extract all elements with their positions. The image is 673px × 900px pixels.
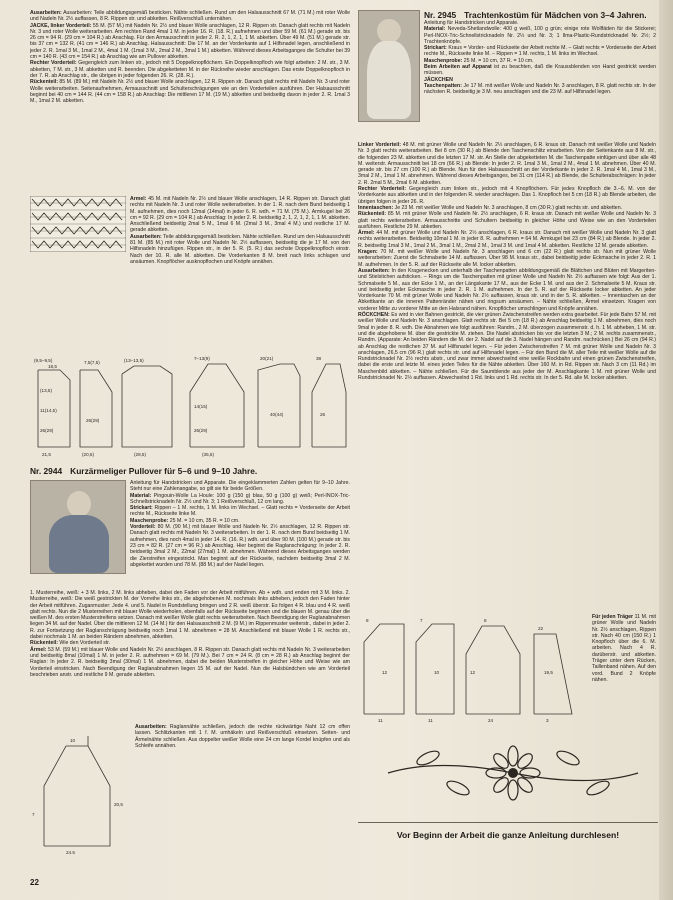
strap-instructions: Für jeden Träger 11 M. mit grüner Wolle und Nadeln Nr. 2½ anschlagen, Rippen str. Nach 40 cm (150 R.) 1 Knopfloch über die 6. M. arbeiten. Nach 4 R. darüberstr. und abketten. Träger unter dem Rücken, Taillenband nähen. Auf den vord. Bund 2 Knöpfe nähen. bbox=[592, 614, 656, 683]
article-2944-intro: Anleitung für Handstricken und Apparate. Die eingeklammerten Zahlen gelten für 9–10 Jahre. Steht nur eine Zahlenangabe, so gilt sie für beide Größen. Material: Pingouin-Wolle La Houle: 100 g (150 g) blau, 50 g (100 g) weiß; Perl-INOX-Tric-Schnellstricknadeln Nr. 2½ und Nr. 3; 1 Reißverschluß, 12 cm lang. Strickart: Rippen – 1 M. rechts, 1 M. links im Wechsel. – Glatt rechts = Vorderseite der Arbeit rechte M., Rückseite linke M. Maschenprobe: 25 M. = 10 cm, 35 R. = 10 cm. Vorderteil: 80 M. (90 M.) mit blauer Wolle und Nadeln Nr. 2½ anschlagen, 12 R. Rippen str. Danach glatt rechts mit Nadeln Nr. 3 weiterarbeiten. In der 1. R. nach dem Bund beidseitig 1 M. aufnehmen, dies noch 4mal in jeder 14. R. (16. R.) wdh. und über 90 M. (100 M.) gerade str. bis 23 cm = 82 R. (27 cm = 96 R.) ab Anschlag. Hier beginnt die Raglanschrägung: In jeder 2. R. beidseitig 3mal 2 M., 22mal (27mal) 1 M. abnehmen. Während dieses Arbeitsganges werden die Zierstreifen eingestrickt. Man beginnt auf der Rückseite, nachdem beidseitig 3mal 2 M. abgekettet wurden und 78 M. (88 M.) auf der Nadel liegen. bbox=[130, 480, 350, 568]
finishing-text: Raglannähte schließen, jedoch die rechte rückwärtige Naht 12 cm offen lassen. Schlitzkanten mit 1 f. M. umhäkeln und Reißverschluß einsetzen. Seiten- und Ärmelnähte schließen. Aus doppelter weißer Wolle eine 24 cm lange Kordel knüpfen und als Schleife annähen. bbox=[135, 724, 350, 749]
dim-label: 7 bbox=[420, 618, 423, 623]
closing-note: Vor Beginn der Arbeit die ganze Anleitung durchlesen! bbox=[396, 830, 620, 840]
inner-pocket-text: Je 23 M. mit weißer Wolle und Nadeln Nr. 3 anschlagen, 8 cm (30 R.) glatt rechts str. und abketten. bbox=[394, 204, 623, 211]
skirt-text: Es wird in vier Bahnen gestrickt, die vier grünen Zwischenstreifen werden extra gearbeitet. Für jede Bahn 57 M. mit weißer Wolle und Nadeln Nr. 3 anschlagen. Glatt rechts str. Bei 5 cm (18 R.) ab Anschlag beidseitig 1 M. abnehmen, dies noch 9mal in jeder 8. R. wdh. Die Abnahmen wie folgt ausführen: Randm., 2 M. überzogen zusammenstr. d. h. 1 M. abheben, 1 M. str. und die abgehobene M. über die gestrickte M. ziehen. Die Nadel abstricken bis vor die letzten 3 M.; 2 M. rechts zusammenstr., Randm. (Apparate: An beiden Rändern die M. der 2. Nadel auf die 3. Nadel hängen und Randm. nachrücken.) Bei 26 cm (94 R.) ab Anschlag die restlichen 37 M. auf Hilfsnadel legen. – Für jeden Zwischenstreifen 7 M. mit grüner Wolle und Nadeln Nr. 3 anschlagen, 26,5 cm (96 R.) glatt rechts str. und auf Hilfsnadel legen. – Für den Bund die M. aller Teile mit weißer Wolle auf die Rundstricknadel Nr. 2½ rechts abstr., und zwar immer abwechselnd eine weiße Rockbahn und einen grünen Zwischenstreifen, dabei die erste und letzte M. eines jeden Teiles für die Nähte abketten. Über 160 M. in Rd. Rippen str. Nach 3 cm (11 Rd.) im Maschenbild abketten. – Nähte schließen. Für die Saumblende aus jeder der M. Anschlagkante 1 M. mit grüner Wolle und Rundstricknadel Nr. 2½ auffassen. Abwechselnd 1 Rd. links und 1 Rd. rechts str. In der 5. Rd. alle M. locker abketten. bbox=[358, 312, 656, 381]
dim-label: 11 bbox=[428, 718, 433, 723]
divider bbox=[358, 822, 658, 823]
material-text: Neveda-Shetlandwolle: 400 g weiß, 100 g grün; einige rote Wollfäden für die Stickerei; Perl-INOX-Tric-Schnellstricknadeln Nr. 2½ und Nr. 3; 1 Ilma-Plastic-Rundstricknadel Nr. 2½; 2 Trachtenknöpfe. bbox=[424, 26, 656, 45]
dim-label: 10 bbox=[70, 738, 76, 743]
article-number: Nr. 2945 bbox=[424, 10, 457, 20]
section-heading: JÄCKCHEN bbox=[424, 76, 453, 83]
jacket-left-front: JACKE, linker Vorderteil: 55 M. (57 M.) mit Nadeln Nr. 2½ und blauer Wolle anschlagen, 12 R. Rippen str. Danach glatt rechts mit Nadeln Nr. 3 und roter Wolle weiterarbeiten. Am rechten Rand 4mal 1 M. in jeder 16. R. (18. R.) aufnehmen und über 59 M. (61 M.) gerade str. bis 26 cm = 94 R. (29 cm = 104 R.) ab Anschlag. Für den Armausschnitt in jeder 2. R. 2, 1, 2, 1, 1 M. abketten. Über 49 M. (51 M.) gerade str. bis 37 cm = 132 R. (41 cm = 146 R.) ab Anschlag. Halsausschnitt: Die 17 M. an der Vorderkante auf 1 Hilfsnadel legen, anschließend in jeder 2. R. 1mal 3 M., 1mal 2 M., 4mal 1 M. (1mal 3 M., 2mal 2 M., 3mal 1 M.) abketten. Während dieses Arbeitsganges die Schulter bei 39 cm = 140 R. (43 cm = 154 R.) ab Anschlag wie am Pullover abketten. bbox=[30, 22, 350, 61]
jacket-sleeve-finish bbox=[130, 196, 350, 348]
dim-label: (35,5) bbox=[202, 452, 215, 457]
dim-label: 12 bbox=[382, 670, 388, 675]
pullover-garment bbox=[49, 515, 109, 573]
intro-text: Anleitung für Handstricken und Apparate. Die eingeklammerten Zahlen gelten für 9–10 Jahre. Steht nur eine Zahlenangabe, so gilt sie für beide Größen. bbox=[130, 480, 350, 493]
article-title: Kurzärmeliger Pullover für 5–6 und 9–10 Jahre. bbox=[70, 466, 258, 476]
pullover-schematic-bottom bbox=[30, 726, 130, 854]
article-2944-body: 1. Musterreihe, weiß: + 3 M. links, 2 M. links abheben, dabei den Faden vor der Arbeit mitführen. Ab + wdh. und enden mit 3 M. links. 2. Musterreihe, weiß: Die weiß gestrickten M. der Vorreihe links str., die abgehobenen M. nochmals links abheben, jedoch den Faden hinter der Arbeit mitführen. Zuganmuster: Jede 4. und 5. Nadel in Rundstellung bringen und 2 R. weiß überstr. Es folgen 4 R. blau und 4 R. weiß glatt rechts. Nun die 2 Musterreihen mit blauer Wolle wiederholen, ebenfalls auf der Rückseite beginnen und die blauen M. genau über die weißen M. des ersten Musterstreifens setzen. Danach mit weißer Wolle glatt rechts weiterarbeiten. Nach Beendigung der Raglanabnahmen liegen 34 M. auf der Nadel. Über die mittleren 12 M. (14 M.) für den Halsausschnitt 2 M. (9 M.) im Rippenmuster weiterstr., dabei in jeder 2. R. zur Fortsetzung der Raglanschrägung beidseitig noch 1mal 1 M. abnehmen = 28 M. Anschließend mit blauer Wolle 1 R. rechts str., dabei nochmals 1 M. an beiden Rändern abnehmen, abketten. Rückenteil: Wie den Vorderteil str. Ärmel: 53 M. (59 M.) mit blauer Wolle und Nadeln Nr. 2½ anschlagen, 8 R. Rippen str. Danach glatt rechts mit Nadeln Nr. 3 weiterarbeiten und beidseitig 8mal (10mal) 1 M. in jeder 2. R. aufnehmen = 69 M. (79 M.). Bei 7 cm = 24 R. (8 cm = 28 R.) ab Anschlag beginnt der Raglan: In jeder 2. R. beidseitig 3mal (30mal) 1 M. abnehmen, dabei die beiden Musterstreifen in gleicher Höhe und Weise wie am Vorderteil einstricken. Nach Beendigung der Raglanabnahmen liegen 15 M. auf der Nadel. Nun die Halsbündchen wie am Vorderteil beschrieben anstr. und restliche 9 M. gerade abketten. bbox=[30, 590, 350, 678]
costume-garment bbox=[367, 41, 411, 119]
dim-label: (13,5) bbox=[40, 388, 53, 393]
probe-text: 25 M. = 10 cm, 37 R. = 10 cm. bbox=[463, 57, 534, 64]
sleeve-text: 53 M. (59 M.) mit blauer Wolle und Nadeln Nr. 2½ anschlagen, 8 R. Rippen str. Danach glatt rechts mit Nadeln Nr. 3 weiterarbeiten und beidseitig 8mal (10mal) 1 M. in jeder 2. R. aufnehmen = 69 M. (79 M.). Bei 7 cm = 24 R. (8 cm = 28 R.) ab Anschlag beginnt der Raglan: In jeder 2. R. beidseitig 3mal (30mal) 1 M. abnehmen, dabei die beiden Musterstreifen in gleicher Höhe und Weise wie am Vorderteil einstricken. Nach Beendigung der Raglanabnahmen liegen 15 M. auf der Nadel. Nun die Halsbündchen wie am Vorderteil beschrieben anstr. und restliche 9 M. gerade abketten. bbox=[30, 646, 350, 678]
jacket-finishing: Ausarbeiten: Teile abbildungsgemäß besticken. Nähte schließen. Rund um den Halsausschnitt 81 M. (85 M.) mit roter Wolle und Nadeln Nr. 2½ auffassen, beidseitig die je 17 M. von den Hilfsnadeln hinzufügen. Rippen str., in der 5. R. (5. R.) das sechste Doppelknopfloch einstr. Nach der 10. R. alle M. abketten. Die Vorderkanten 8 M. breit nach links schlagen und ansäumen. Knopflöcher ausknopflochen und Knöpfe annähen. bbox=[130, 233, 350, 265]
strap-text: 11 M. mit grüner Wolle und Nadeln Nr. 2½ anschlagen, Rippen str. Nach 40 cm (150 R.) 1 Knopfloch über die 6. M. arbeiten. Nach 4 R. darüberstr. und abketten. Träger unter dem Rücken, Taillenband nähen. Auf den vord. Bund 2 Knöpfe nähen. bbox=[592, 614, 656, 683]
probe-text: 25 M. = 10 cm, 35 R. = 10 cm. bbox=[169, 517, 240, 524]
flower-embroidery-motif bbox=[378, 728, 648, 818]
material-text: Pingouin-Wolle La Houle: 100 g (150 g) blau, 50 g (100 g) weiß; Perl-INOX-Tric-Schnellstricknadeln Nr. 2½ und Nr. 3; 1 Reißverschluß, 12 cm lang. bbox=[130, 492, 350, 505]
dim-label: 21,5 bbox=[42, 452, 51, 457]
collar-text: 70 M. mit weißer Wolle und Nadeln Nr. 3 anschlagen und 6 cm (22 R.) glatt rechts str. Nun mit grüner Wolle weiterarbeiten: Zuerst die Schmalseite 14 M. auffassen. Über 98 M. kraus str., dabei beidseitig jeder Eckmasche in jeder 2. R. 1 M. aufnehmen. In der 5. R. auf der Rückseite alle M. locker abketten. bbox=[358, 249, 656, 268]
dim-label: 11(14,5) bbox=[40, 408, 57, 413]
stitch-pattern-chart bbox=[30, 196, 126, 252]
page-edge bbox=[659, 0, 673, 900]
machine-note: ist zu beachten, daß die Kraussblenden von Hand gestrickt werden müssen. bbox=[424, 64, 656, 77]
strickart-text: Kraus = Vorder- und Rückseite der Arbeit rechte M. – Glatt rechts = Vorderseite der Arbeit rechte M., Rückseite linke M. – Rippen = 1 M. rechts, 1 M. links im Wechsel. bbox=[424, 45, 656, 58]
page-number: 22 bbox=[30, 878, 39, 887]
finishing-text: In den Kragenecken und unterhalb der Taschenpatten abbildungsgemäß die Blättchen und Blüten mit Margeriten- und Stielstichen aufsticken. – Rings um die Taschenpatten mit grüner Wolle und Nadeln Nr. 2½ auffassen wie folgt: Aus der 1. Schmalseite 5 M., aus der Ecke 1 M., an der Längskante 17 M., aus der Ecke 1 M. und aus der 2. Schmalseite 5 M. Kraus str. und beidseitig jeder Eckmasche in jeder 2. R. 1 M. aufnehmen. In der 5. R. auf der Rückseite locker abketten. An jeder Vorderkante 70 M. mit grüner Wolle und Nadeln Nr. 2½ auffassen, kraus str. und in der 5. R. abketten. – Innentaschen an der Abkettkante an die inneren Pattenränder nähen und ringsum ansäumen. – Nähte schließen, Ärmel einsetzen. Kragen von vorderer Mitte zu vorderer Mitte an den Halsrand nähen. Knopflöcher umschlingen und Knöpfe annähen. bbox=[358, 267, 656, 312]
pattern-rows-text: 1. Musterreihe, weiß: + 3 M. links, 2 M. links abheben, dabei den Faden vor der Arbeit mitführen. Ab + wdh. und enden mit 3 M. links. 2. Musterreihe, weiß: Die weiß gestrickten M. der Vorreihe links str., die abgehobenen M. nochmals links abheben, jedoch den Faden hinter der Arbeit mitführen. Zuganmuster: Jede 4. und 5. Nadel in Rundstellung bringen und 2 R. weiß überstr. Es folgen 4 R. blau und 4 R. weiß glatt rechts. Nun die 2 Musterreihen mit blauer Wolle wiederholen, ebenfalls auf der Rückseite beginnen und die blauen M. genau über die weißen M. des ersten Musterstreifens setzen. Danach mit weißer Wolle glatt rechts weiterarbeiten. Nach Beendigung der Raglanabnahmen liegen 34 M. auf der Nadel. Über die mittleren 12 M. (14 M.) für den Halsausschnitt 2 M. (9 M.) im Rippenmuster weiterstr., dabei in jeder 2. R. zur Fortsetzung der Raglanschrägung beidseitig noch 1mal 1 M. abnehmen = 28 M. Anschließend mit blauer Wolle 1 R. rechts str., dabei nochmals 1 M. an beiden Rändern abnehmen, abketten. bbox=[30, 590, 350, 641]
dim-label: 7 bbox=[32, 812, 35, 817]
front-text: 80 M. (90 M.) mit blauer Wolle und Nadeln Nr. 2½ anschlagen, 12 R. Rippen str. Danach glatt rechts mit Nadeln Nr. 3 weiterarbeiten. In der 1. R. nach dem Bund beidseitig 1 M. aufnehmen, dies noch 4mal in jeder 14. R. (16. R.) wdh. und über 90 M. (100 M.) gerade str. bis 23 cm = 82 R. (27 cm = 96 R.) ab Anschlag. Hier beginnt die Raglanschrägung: In jeder 2. R. beidseitig 3mal 2 M., 22mal (27mal) 1 M. abnehmen. Während dieses Arbeitsganges werden die Zierstreifen eingestrickt. Man beginnt auf der Rückseite, nachdem beidseitig 3mal 2 M. abgekettet wurden und 78 M. (88 M.) auf der Nadel liegen. bbox=[130, 524, 350, 568]
photo-girl-costume bbox=[358, 10, 420, 122]
back-text: Wie den Vorderteil str. bbox=[59, 640, 111, 647]
intro-text: Anleitung für Handstricken und Apparate. bbox=[424, 20, 519, 26]
dim-label: 19,5 bbox=[544, 670, 553, 675]
child-head bbox=[67, 491, 91, 517]
dim-label: 24,5 bbox=[66, 850, 75, 854]
dim-label: 7,5(7,5) bbox=[84, 360, 100, 365]
dim-label: 12 bbox=[470, 670, 476, 675]
dim-label: (28,5) bbox=[134, 452, 147, 457]
strickart-text: Rippen – 1 M. rechts, 1 M. links im Wechsel. – Glatt rechts = Vorderseite der Arbeit rechte M., Rückseite linke M. bbox=[130, 505, 350, 518]
article-2945-intro: Nr. 2945 Trachtenkostüm für Mädchen von 3–4 Jahren. Anleitung für Handstricken und Apparate. Material: Neveda-Shetlandwolle: 400 g weiß, 100 g grün; einige rote Wollfäden für die Stickerei; Perl-INOX-Tric-Schnellstricknadeln Nr. 2½ und Nr. 3; 1 Ilma-Plastic-Rundstricknadel Nr. 2½; 2 Trachtenknöpfe. Strickart: Kraus = Vorder- und Rückseite der Arbeit rechte M. – Glatt rechts = Vorderseite der Arbeit rechte M., Rückseite linke M. – Rippen = 1 M. rechts, 1 M. links im Wechsel. Maschenprobe: 25 M. = 10 cm, 37 R. = 10 cm. Beim Arbeiten auf Apparat ist zu beachten, daß die Kraussblenden von Hand gestrickt werden müssen. JÄCKCHEN Taschenpatten: Je 17 M. mit weißer Wolle und Nadeln Nr. 3 anschlagen, 8 R. glatt rechts str. In der nächsten R. beidseitig je 3 M. neu anschlagen und die 23 M. auf Hilfsnadel legen. bbox=[424, 10, 656, 96]
back-text: 85 M. mit grüner Wolle und Nadeln Nr. 2½ anschlagen, 6 R. kraus str. Danach mit weißer Wolle und Nadeln Nr. 3 glatt rechts weiterarbeiten. Armausschnitte und Schultern beidseitig in gleicher Höhe und Weise wie an den Vorderteilen ausführen. Restliche 29 M. abketten. bbox=[358, 211, 656, 230]
photo-pullover-child bbox=[30, 480, 126, 574]
dim-label: 8 bbox=[484, 618, 487, 623]
dim-label: 20(21) bbox=[260, 356, 274, 361]
dim-label: 8 bbox=[366, 618, 369, 623]
dim-label: 26 bbox=[320, 412, 326, 417]
article-2944-heading bbox=[30, 466, 350, 478]
dim-label: 40(44) bbox=[270, 412, 284, 417]
dim-label: 26(29) bbox=[86, 418, 100, 423]
pullover-jacket-schematics bbox=[30, 352, 350, 464]
left-front-text: 48 M. mit grüner Wolle und Nadeln Nr. 2½ anschlagen, 6 R. kraus str. Danach mit weißer Wolle und Nadeln Nr. 3 glatt rechts weiterarbeiten. Bei 8 cm (30 R.) ab Blende den Taschenschlitz einarbeiten. Von der Seitenkante aus 8 M. str., die folgenden 23 M. abketten und die letzten 17 M. str. An Stelle der abgeketteten M. die Taschenpatte einfügen und über alle 48 M. weiterstr. Armausschnitt bei 18 cm (66 R.) ab Blende: In jeder 2. R. 1mal 3 M., 1mal 2 M., 4mal 1 M. abnehmen. Über 40 M. gerade str. bis 27 cm (100 R.) ab Blende. Nun für den Halsausschnitt an der Vorderkante in jeder 2. R. 1mal 4 M., 1mal 3 M., 3mal 2 M., 1mal 1 M. abnehmen. Während dieses Arbeitsganges, bei 31 cm (114 R.) ab Blende, die Schulterabschrägen: In jeder 2. R. 2mal 5 M., 2mal 6 M. abketten. bbox=[358, 142, 656, 186]
jacket-back: Rückenteil: 85 M. (89 M.) mit Nadeln Nr. 2½ und blauer Wolle anschlagen, 12 R. Rippen str. Danach glatt rechts mit Nadeln Nr. 3 und roter Wolle weiterarbeiten. Seitenaufnehmen, Armausschnitt und Schulterschrägungen wie an den Vorderteilen ausführen. Der Halsausschnitt beginnt bei 40 cm = 144 R. (44 cm = 158 R.) ab Anschlag: Die mittleren 17 M. (19 M.) abketten und beidseitig davon in jeder 2. R. 1mal 3 M., 1mal 2 M. abketten. bbox=[30, 79, 350, 105]
article-2945-body: Linker Vorderteil: 48 M. mit grüner Wolle und Nadeln Nr. 2½ anschlagen, 6 R. kraus str. Danach mit weißer Wolle und Nadeln Nr. 3 glatt rechts weiterarbeiten. Bei 8 cm (30 R.) ab Blende den Taschenschlitz einarbeiten. Von der Seitenkante aus 8 M. str., die folgenden 23 M. abketten und die letzten 17 M. str. An Stelle der abgeketteten M. die Taschenpatte einfügen und über alle 48 M. weiterstr. Armausschnitt bei 18 cm (66 R.) ab Blende: In jeder 2. R. 1mal 3 M., 1mal 2 M., 4mal 1 M. abnehmen. Über 40 M. gerade str. bis 27 cm (100 R.) ab Blende. Nun für den Halsausschnitt an der Vorderkante in jeder 2. R. 1mal 4 M., 1mal 3 M., 3mal 2 M., 1mal 1 M. abnehmen. Während dieses Arbeitsganges, bei 31 cm (114 R.) ab Blende, die Schulterabschrägen: In jeder 2. R. 2mal 5 M., 2mal 6 M. abketten. Rechter Vorderteil: Gegengleich zum linken str., jedoch mit 4 Knopflöchern. Für jedes Knopfloch die 3.–6. M. von der Vorderkante aus abketten und in der folgenden R. wieder anschlagen. Das 1. Knopfloch bei 5 cm (18 R.) ab Blende arbeiten, die übrigen folgen in jeder 26. R. Innentaschen: Je 23 M. mit weißer Wolle und Nadeln Nr. 3 anschlagen, 8 cm (30 R.) glatt rechts str. und abketten. Rückenteil: 85 M. mit grüner Wolle und Nadeln Nr. 2½ anschlagen, 6 R. kraus str. Danach mit weißer Wolle und Nadeln Nr. 3 glatt rechts weiterarbeiten. Armausschnitte und Schultern beidseitig in gleicher Höhe und Weise wie an den Vorderteilen ausführen. Restliche 29 M. abketten. Ärmel: 44 M. mit grüner Wolle und Nadeln Nr. 2½ anschlagen, 6 R. kraus str. Danach mit weißer Wolle und Nadeln Nr. 3 glatt rechts weiterarbeiten. Beidseitig 10mal 1 M. in jeder 8. R. aufnehmen = 64 M. Armkugel bei 23 cm (84 R.) ab Blende. In jeder 2. R. beidseitig 1mal 3 M., 1mal 2 M., 3mal 1 M., 2mal 2 M., 1mal 3 M. und 1mal 4 M. abketten. Restliche 12 M. gerade abketten. Kragen: 70 M. mit weißer Wolle und Nadeln Nr. 3 anschlagen und 6 cm (22 R.) glatt rechts str. Nun mit grüner Wolle weiterarbeiten: Zuerst die Schmalseite 14 M. auffassen. Über 98 M. kraus str., dabei beidseitig jeder Eckmasche in jeder 2. R. 1 M. aufnehmen. In der 5. R. auf der Rückseite alle M. locker abketten. Ausarbeiten: In den Kragenecken und unterhalb der Taschenpatten abbildungsgemäß die Blättchen und Blüten mit Margeriten- und Stielstichen aufsticken. – Rings um die Taschenpatten mit grüner Wolle und Nadeln Nr. 2½ auffassen wie folgt: Aus der 1. Schmalseite 5 M., aus der Ecke 1 M., an der Längskante 17 M., aus der Ecke 1 M. und aus der 2. Schmalseite 5 M. Kraus str. und beidseitig jeder Eckmasche in jeder 2. R. 1 M. aufnehmen. In der 5. R. auf der Rückseite locker abketten. An jeder Vorderkante 70 M. mit grüner Wolle und Nadeln Nr. 2½ auffassen, kraus str. und in der 5. R. abketten. – Innentaschen an der Abkettkante an die inneren Pattenränder nähen und ringsum ansäumen. – Nähte schließen, Ärmel einsetzen. Kragen von vorderer Mitte zu vorderer Mitte an den Halsrand nähen. Knopflöcher umschlingen und Knöpfe annähen. RÖCKCHEN: Es wird in vier Bahnen gestrickt, die vier grünen Zwischenstreifen werden extra gearbeitet. Für jede Bahn 57 M. mit weißer Wolle und Nadeln Nr. 3 anschlagen. Glatt rechts str. Bei 5 cm (18 R.) ab Anschlag beidseitig 1 M. abnehmen, dies noch 9mal in jeder 8. R. wdh. Die Abnahmen wie folgt ausführen: Randm., 2 M. überzogen zusammenstr. d. h. 1 M. abheben, 1 M. str. und die abgehobene M. über die gestrickte M. ziehen. Die Nadel abstricken bis vor die letzten 3 M.; 2 M. rechts zusammenstr., Randm. (Apparate: An beiden Rändern die M. der 2. Nadel auf die 3. Nadel hängen und Randm. nachrücken.) Bei 26 cm (94 R.) ab Anschlag die restlichen 37 M. auf Hilfsnadel legen. – Für jeden Zwischenstreifen 7 M. mit grüner Wolle und Nadeln Nr. 3 anschlagen, 26,5 cm (96 R.) glatt rechts str. und auf Hilfsnadel legen. – Für den Bund die M. aller Teile mit weißer Wolle auf die Rundstricknadel Nr. 2½ rechts abstr., und zwar immer abwechselnd eine weiße Rockbahn und einen grünen Zwischenstreifen, dabei die erste und letzte M. eines jeden Teiles für die Nähte abketten. Über 160 M. in Rd. Rippen str. Nach 3 cm (11 Rd.) im Maschenbild abketten. – Nähte schließen. Für die Saumblende aus jeder der M. Anschlagkante 1 M. mit grüner Wolle und Rundstricknadel Nr. 2½ auffassen. Abwechselnd 1 Rd. links und 1 Rd. rechts str. In der 5. Rd. alle M. locker abketten. bbox=[358, 142, 656, 381]
dim-label: 14(15) bbox=[194, 404, 208, 409]
stitch-grid bbox=[30, 196, 126, 252]
dim-label: (9,5–9,5) bbox=[34, 358, 53, 363]
pocket-flap-text: Je 17 M. mit weißer Wolle und Nadeln Nr. 3 anschlagen, 8 R. glatt rechts str. In der nächsten R. beidseitig je 3 M. neu anschlagen und die 23 M. auf Hilfsnadel legen. bbox=[424, 82, 656, 96]
jacket-right-front: Rechter Vorderteil: Gegengleich zum linken str., jedoch mit 5 Doppelknopflöchern. Ein Doppelknopfloch wie folgt arbeiten: 2 M. str., 3 M. abketten, 7 M. str., 3 M. abketten und R. beenden. Die abgeketteten M. in der Rückreihe wieder anschlagen. Das erste Doppelknopfloch in der 7. R. ab Anschlag str., die übrigen in jeder folgenden 26. R. (28. R.). bbox=[30, 60, 350, 79]
dim-label: 11 bbox=[378, 718, 383, 723]
dim-label: 20,5 bbox=[114, 802, 123, 807]
dim-label: 22 bbox=[538, 626, 544, 631]
dim-label: 24 bbox=[488, 718, 494, 723]
child-head bbox=[377, 19, 401, 43]
dim-label: 18,5 bbox=[48, 364, 57, 369]
article-title: Trachtenkostüm für Mädchen von 3–4 Jahren. bbox=[464, 10, 647, 20]
dim-label: 26(29) bbox=[40, 428, 54, 433]
dim-label: (13–13,5) bbox=[124, 358, 144, 363]
flower-icon bbox=[486, 746, 540, 800]
article-2944-finishing: Ausarbeiten: Raglannähte schließen, jedoch die rechte rückwärtige Naht 12 cm offen lassen. Schlitzkanten mit 1 f. M. umhäkeln und Reißverschluß einsetzen. Seiten- und Ärmelnähte schließen. Aus doppelter weißer Wolle eine 24 cm lange Kordel knüpfen und als Schleife annähen. bbox=[135, 724, 350, 749]
dim-label: 10 bbox=[434, 670, 440, 675]
dim-label: 26(29) bbox=[194, 428, 208, 433]
dim-label: 38 bbox=[316, 356, 322, 361]
costume-schematics bbox=[358, 614, 588, 724]
article-number: Nr. 2944 bbox=[30, 466, 63, 476]
sleeve-text: 44 M. mit grüner Wolle und Nadeln Nr. 2½ anschlagen, 6 R. kraus str. Danach mit weißer Wolle und Nadeln Nr. 3 glatt rechts weiterarbeiten. Beidseitig 10mal 1 M. in jeder 8. R. aufnehmen = 64 M. Armkugel bei 23 cm (84 R.) ab Blende. In jeder 2. R. beidseitig 1mal 3 M., 1mal 2 M., 3mal 1 M., 2mal 2 M., 1mal 3 M. und 1mal 4 M. abketten. Restliche 12 M. gerade abketten. bbox=[358, 230, 656, 249]
dim-label: (20,5) bbox=[82, 452, 95, 457]
pullover-finishing: Ausarbeiten: Ausarbeiten: Teile abbildungsgemäß besticken. Nähte schließen. Rund um den Halsausschnitt 67 M. (71 M.) mit roter Wolle und Nadeln Nr. 2½ auffassen, 8 R. Rippen str. und abketten. Reißverschluß unternähen. bbox=[30, 10, 350, 23]
dim-label: 3 bbox=[546, 718, 549, 723]
dim-label: 7–13(9) bbox=[194, 356, 210, 361]
right-front-text: Gegengleich zum linken str., jedoch mit 4 Knopflöchern. Für jedes Knopfloch die 3.–6. M. von der Vorderkante aus abketten und in der folgenden R. wieder anschlagen. Das 1. Knopfloch bei 5 cm (18 R.) ab Blende arbeiten, die übrigen folgen in jeder 26. R. bbox=[358, 186, 656, 205]
jacket-sleeve: Ärmel: 45 M. mit Nadeln Nr. 2½ und blauer Wolle anschlagen, 14 R. Rippen str. Danach glatt rechts mit Nadeln Nr. 3 und roter Wolle weiterarbeiten. In der 1. R. nach dem Bund beidseitig 1 M. aufnehmen, dies noch 12mal (14mal) in jeder 6. R. wdh. = 71 M. (75 M.). Armkugel bei 26 cm = 92 R. (29 cm = 104 R.) ab Anschlag: In jeder 2. R. beidseitig 2, 1, 2, 1, 2, 1, 1 M. abketten. Anschließend beidseitig 2mal 5 M., 1mal 6 M. (2mal 3 M., 3mal 4 M.) und restliche 17 M. gerade abketten. bbox=[130, 196, 350, 234]
